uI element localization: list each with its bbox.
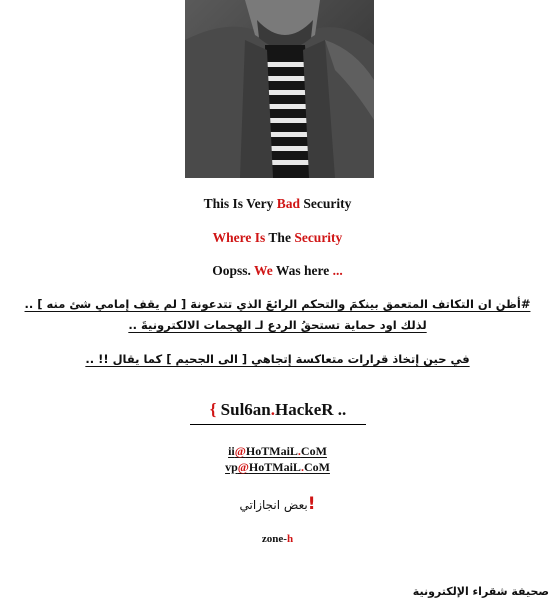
email-domain: HoTMaiL	[245, 444, 298, 458]
headline-red-word: Bad	[276, 196, 301, 211]
achievements-mark: !	[307, 494, 316, 514]
headline-red-word: Security	[294, 230, 343, 245]
headline-text: Oopss.	[212, 263, 254, 278]
email-at: @	[237, 460, 249, 474]
headline-text: Security	[300, 196, 352, 211]
hacker-signature	[190, 400, 366, 425]
email-link-1[interactable]	[0, 444, 555, 459]
signature-name: Sul6an	[220, 400, 271, 419]
headline-red-dots: ...	[332, 263, 343, 278]
email-domain: HoTMaiL	[248, 460, 301, 474]
person-in-striped-shirt-photo	[185, 0, 374, 178]
arabic-line-1: #أظن ان التكاتف المتعمق بينكمَ والتحكم الرائعَ الذي تتدعونهَ [ لم يقف إمامي شئ منه ] ..	[24, 297, 531, 311]
headline-text: Was here	[272, 263, 333, 278]
headline-bad-security	[0, 196, 555, 212]
headline-text: The	[265, 230, 295, 245]
email-dot: .	[300, 460, 304, 474]
email-dot: .	[297, 444, 301, 458]
arabic-line-2: لذلك اود حماية تستحقُ الردع لـ الهجمات الالكترونيةَ ..	[128, 318, 427, 332]
zone-h-letter: h	[286, 533, 294, 545]
hacker-photo	[185, 0, 374, 178]
email-at: @	[234, 444, 246, 458]
achievements-link[interactable]	[0, 494, 555, 514]
email-user: ii	[228, 444, 235, 458]
headline-red-word: Where Is	[212, 230, 266, 245]
signature-dots: ..	[333, 400, 347, 419]
headline-red-word: We	[254, 263, 273, 278]
email-tld: CoM	[300, 444, 327, 458]
newspaper-watermark: صحيفة شقراء الإلكترونية	[412, 585, 549, 598]
email-user: vp	[225, 460, 238, 474]
headline-was-here	[0, 263, 555, 279]
email-tld: CoM	[303, 460, 330, 474]
zone-text: zone-	[261, 533, 287, 545]
signature-brace: {	[209, 400, 221, 419]
email-link-2[interactable]	[0, 460, 555, 475]
headline-where-security	[0, 230, 555, 246]
headline-text: This Is Very	[203, 196, 277, 211]
zone-h-link[interactable]	[0, 533, 555, 545]
arabic-line-3: في حين إتخاذ قرارات متعاكسة إتجاهي [ الى الجحيم ] كما يقال !! ..	[85, 352, 470, 366]
signature-name: HackeR	[275, 400, 334, 419]
achievements-text: بعض انجازاتي	[239, 498, 308, 512]
signature-dot: .	[270, 400, 275, 419]
